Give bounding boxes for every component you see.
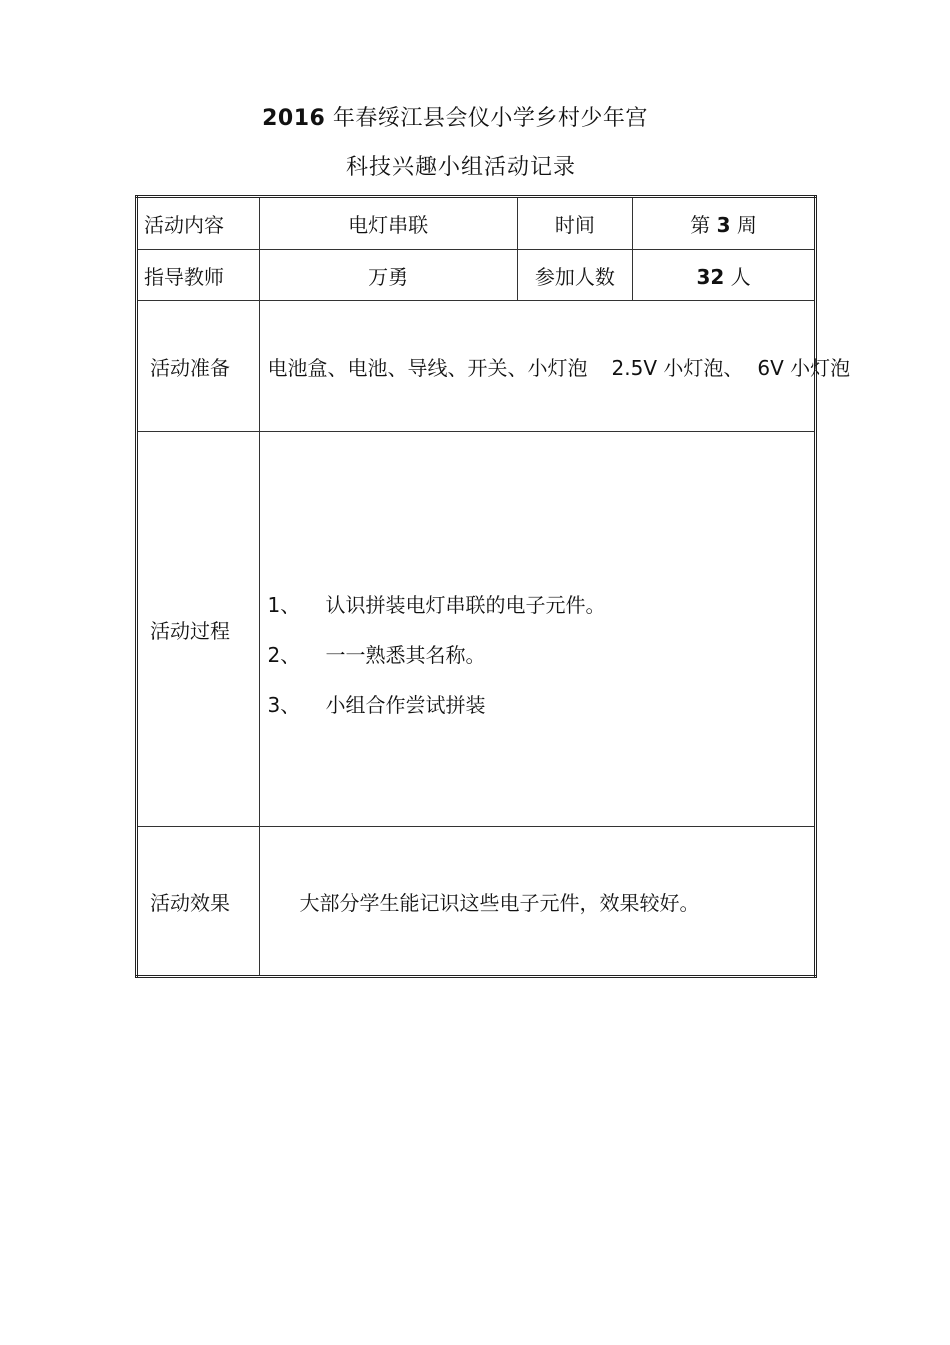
table-row [137, 250, 816, 301]
teacher-label: 指导教师 [137, 250, 260, 301]
title-year: 2016 [262, 106, 326, 131]
effect-text: 大部分学生能记识这些电子元件，效果较好。 [259, 827, 815, 977]
content-label: 活动内容 [137, 197, 260, 250]
process-label: 活动过程 [137, 432, 260, 827]
preparation-label: 活动准备 [137, 301, 260, 432]
process-step [268, 680, 814, 730]
process-steps [259, 432, 815, 827]
count-value [633, 250, 816, 301]
time-value [633, 197, 816, 250]
process-step [268, 580, 814, 630]
step-text: 一一熟悉其名称。 [325, 643, 486, 667]
title-line1-text: 年春绥江县会仪小学乡村少年宫 [332, 106, 648, 131]
table-row [137, 197, 816, 250]
preparation-items-text: 电池盒、电池、导线、开关、小灯泡 [267, 355, 588, 380]
step-number: 1、 [267, 593, 301, 617]
activity-record-table [135, 195, 851, 978]
count-unit: 人 [730, 264, 751, 289]
step-number: 3、 [267, 693, 301, 717]
teacher-value: 万勇 [259, 250, 517, 301]
time-prefix: 第 [690, 213, 711, 237]
count-label: 参加人数 [517, 250, 633, 301]
table-row [137, 432, 816, 827]
step-number: 2、 [267, 643, 301, 667]
count-number: 32 [696, 264, 725, 289]
time-label: 时间 [517, 197, 633, 250]
preparation-items [259, 301, 851, 432]
document-title [0, 101, 910, 137]
preparation-bulb1: 2.5V 小灯泡、 [611, 355, 744, 380]
preparation-bulb2: 6V 小灯泡 [757, 355, 851, 380]
table-row [137, 827, 816, 977]
process-step [268, 630, 814, 680]
step-text: 认识拼装电灯串联的电子元件。 [325, 593, 606, 617]
step-text: 小组合作尝试拼装 [325, 693, 486, 717]
effect-label: 活动效果 [137, 827, 260, 977]
table-row [137, 301, 816, 432]
time-suffix: 周 [736, 213, 757, 237]
content-value: 电灯串联 [259, 197, 517, 250]
document-subtitle: 科技兴趣小组活动记录 [345, 155, 576, 180]
time-number: 3 [716, 213, 731, 237]
